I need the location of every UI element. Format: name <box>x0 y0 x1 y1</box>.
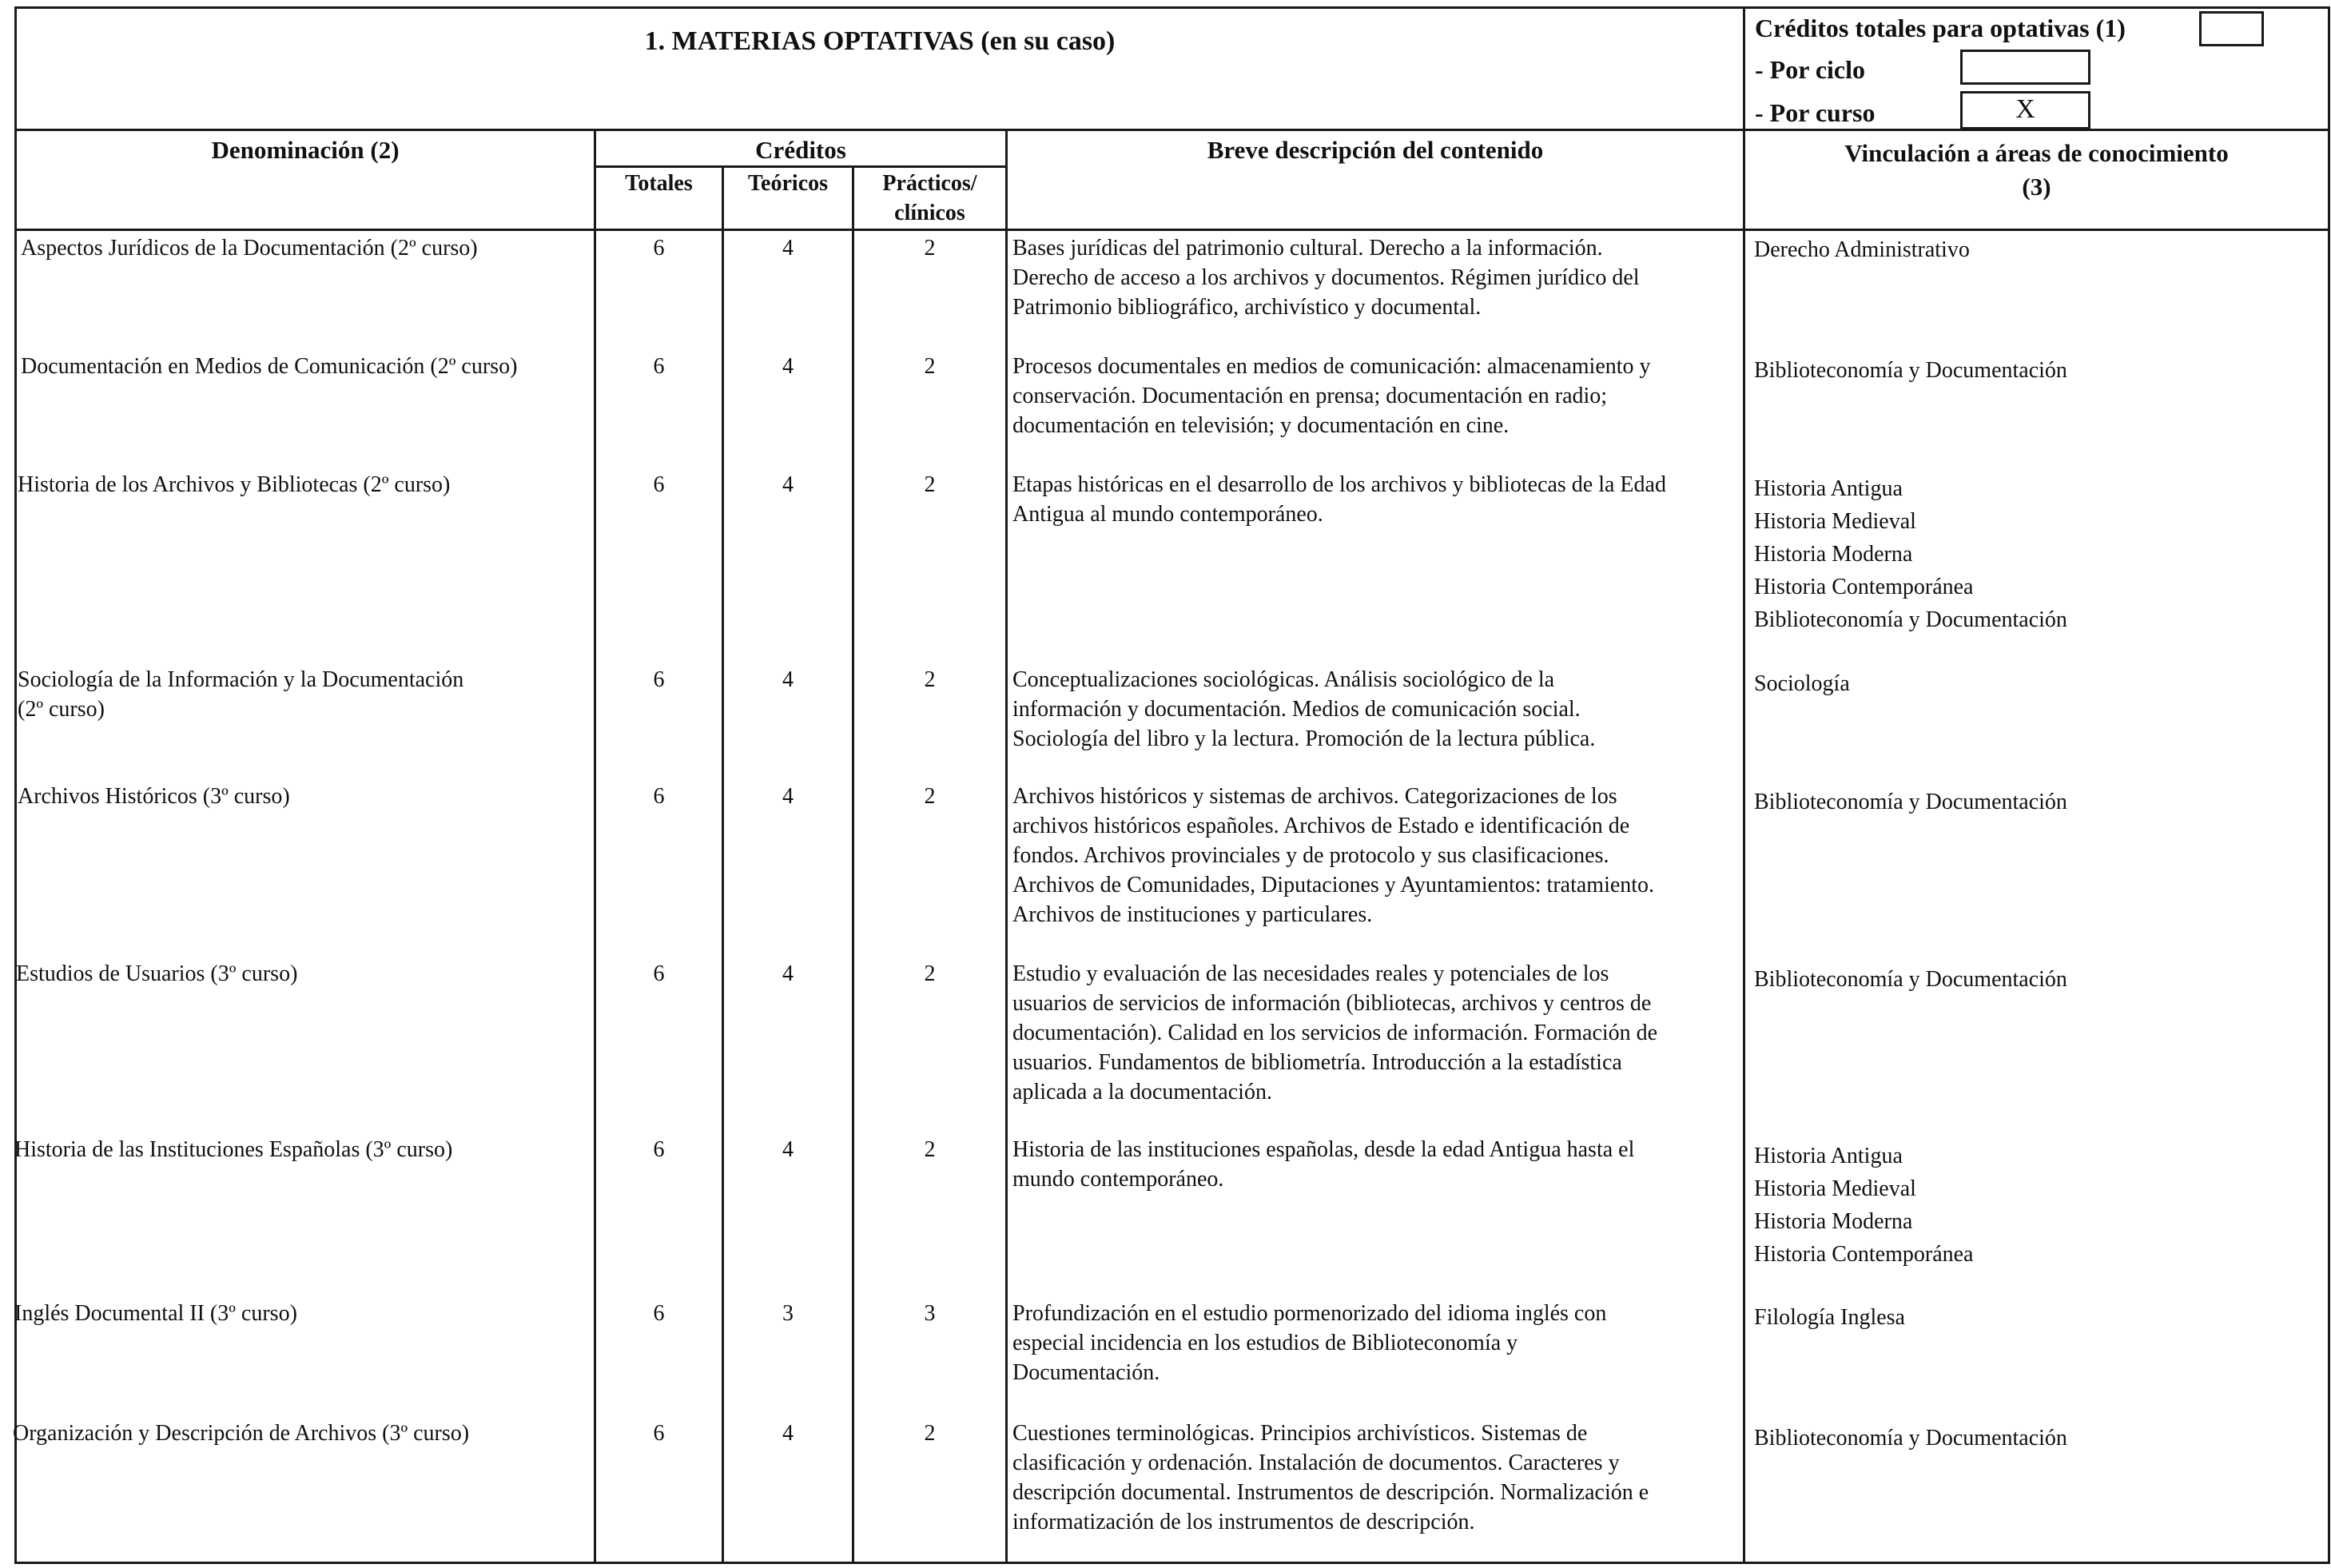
por-curso-label: - Por curso <box>1755 98 1876 127</box>
row-descripcion <box>1012 1419 1740 1537</box>
row-vinculacion <box>1754 786 2321 818</box>
area-item: Biblioteconomía y Documentación <box>1754 967 2067 992</box>
descripcion-line: conservación. Documentación en prensa; documentación en radio; <box>1012 384 1608 408</box>
col-divider-totales <box>594 129 596 1564</box>
row-practicos: 3 <box>924 1301 936 1326</box>
row-vinculacion <box>1754 963 2321 996</box>
descripcion-line: archivos históricos españoles. Archivos de Estado e identificación de <box>1012 814 1630 838</box>
area-item: Historia Moderna <box>1754 542 1913 567</box>
col-header-vinculacion-note: (3) <box>2022 173 2051 201</box>
area-item: Historia Moderna <box>1754 1209 1913 1234</box>
row-totales: 6 <box>653 236 665 261</box>
border-left <box>14 6 17 1564</box>
descripcion-line: Derecho de acceso a los archivos y documentos. Régimen jurídico del <box>1012 265 1640 290</box>
descripcion-line: usuarios. Fundamentos de bibliometría. Introducción a la estadística <box>1012 1050 1622 1075</box>
row-totales: 6 <box>653 961 665 986</box>
row-totales: 6 <box>653 1421 665 1446</box>
row-practicos: 2 <box>924 236 936 261</box>
row-vinculacion <box>1754 354 2321 387</box>
area-item: Historia Medieval <box>1754 509 1916 534</box>
descripcion-line: Etapas históricas en el desarrollo de los archivos y bibliotecas de la Edad <box>1012 472 1666 497</box>
descripcion-line: Archivos de Comunidades, Diputaciones y Ayuntamientos: tratamiento. <box>1012 873 1655 897</box>
row-vinculacion <box>1754 1422 2321 1455</box>
area-item: Historia Contemporánea <box>1754 575 1974 599</box>
descripcion-line: Procesos documentales en medios de comunicación: almacenamiento y <box>1012 354 1651 379</box>
row-denominacion: Estudios de Usuarios (3º curso) <box>16 961 298 986</box>
row-teoricos: 4 <box>782 354 794 379</box>
col-header-vinculacion: Vinculación a áreas de conocimiento <box>1844 139 2229 167</box>
descripcion-line: Conceptualizaciones sociológicas. Análisis sociológico de la <box>1012 667 1555 692</box>
descripcion-line: Archivos históricos y sistemas de archivos. Categorizaciones de los <box>1012 784 1617 809</box>
area-item: Biblioteconomía y Documentación <box>1754 790 2067 814</box>
col-divider-descripcion <box>1005 129 1008 1564</box>
row-practicos: 2 <box>924 1137 936 1162</box>
descripcion-line: Bases jurídicas del patrimonio cultural. Derecho a la información. <box>1012 236 1603 261</box>
row-denominacion: Aspectos Jurídicos de la Documentación (2º curso) <box>21 236 478 261</box>
border-top <box>14 6 2330 9</box>
row-vinculacion <box>1754 233 2321 266</box>
row-descripcion <box>1012 665 1740 754</box>
row-vinculacion <box>1754 667 2321 700</box>
area-item: Historia Contemporánea <box>1754 1242 1974 1267</box>
col-header-clinicos: clínicos <box>894 201 965 225</box>
descripcion-line: Antigua al mundo contemporáneo. <box>1012 502 1323 527</box>
por-ciclo-box[interactable] <box>1960 50 2090 85</box>
descripcion-line: Patrimonio bibliográfico, archivístico y documental. <box>1012 295 1482 320</box>
row-teoricos: 4 <box>782 961 794 986</box>
row-practicos: 2 <box>924 472 936 497</box>
row-totales: 6 <box>653 472 665 497</box>
descripcion-line: Profundización en el estudio pormenorizado del idioma inglés con <box>1012 1301 1607 1326</box>
row-denominacion: Historia de los Archivos y Bibliotecas (2º curso) <box>18 472 451 497</box>
row-practicos: 2 <box>924 354 936 379</box>
row-totales: 6 <box>653 1137 665 1162</box>
row-vinculacion <box>1754 1301 2321 1334</box>
row-practicos: 2 <box>924 1421 936 1446</box>
descripcion-line: Cuestiones terminológicas. Principios archivísticos. Sistemas de <box>1012 1421 1588 1446</box>
descripcion-line: documentación en televisión; y documentación en cine. <box>1012 413 1510 438</box>
descripcion-line: Archivos de instituciones y particulares. <box>1012 902 1373 927</box>
row-descripcion <box>1012 782 1740 929</box>
row-totales: 6 <box>653 667 665 692</box>
descripcion-line: fondos. Archivos provinciales y de protocolo y sus clasificaciones. <box>1012 843 1609 868</box>
row-descripcion <box>1012 1135 1740 1194</box>
col-header-denominacion: Denominación (2) <box>211 136 400 164</box>
descripcion-line: Documentación. <box>1012 1360 1160 1385</box>
row-practicos: 2 <box>924 667 936 692</box>
row-teoricos: 4 <box>782 1421 794 1446</box>
area-item: Derecho Administrativo <box>1754 237 1970 262</box>
row-denominacion: Sociología de la Información y la Documentación <box>18 667 464 692</box>
row-practicos: 2 <box>924 784 936 809</box>
col-header-totales: Totales <box>625 171 693 196</box>
row-denominacion: Historia de las Instituciones Españolas (3º curso) <box>14 1137 453 1162</box>
col-header-teoricos: Teóricos <box>747 171 829 196</box>
row-teoricos: 4 <box>782 236 794 261</box>
col-header-descripcion: Breve descripción del contenido <box>1207 136 1544 164</box>
border-right <box>2328 6 2330 1564</box>
area-item: Filología Inglesa <box>1754 1305 1905 1330</box>
por-curso-box[interactable]: X <box>1960 91 2090 129</box>
row-teoricos: 4 <box>782 667 794 692</box>
por-ciclo-label: - Por ciclo <box>1755 55 1866 84</box>
row-teoricos: 4 <box>782 784 794 809</box>
row-denominacion: Organización y Descripción de Archivos (3º curso) <box>13 1421 470 1446</box>
col-header-creditos: Créditos <box>755 136 846 164</box>
descripcion-line: usuarios de servicios de información (bibliotecas, archivos y centros de <box>1012 991 1652 1016</box>
page-title: 1. MATERIAS OPTATIVAS (en su caso) <box>644 26 1116 56</box>
col-header-practicos: Prácticos/ <box>882 171 977 196</box>
row-denominacion-cont: (2º curso) <box>18 697 105 722</box>
row-teoricos: 3 <box>782 1301 794 1326</box>
row-denominacion: Inglés Documental II (3º curso) <box>14 1301 297 1326</box>
creditos-totales-label: Créditos totales para optativas (1) <box>1755 14 2126 42</box>
col-divider-vinculacion <box>1743 6 1745 1564</box>
descripcion-line: Historia de las instituciones españolas, desde la edad Antigua hasta el <box>1012 1137 1635 1162</box>
area-item: Biblioteconomía y Documentación <box>1754 1426 2067 1451</box>
area-item: Sociología <box>1754 671 1850 696</box>
descripcion-line: informatización de los instrumentos de descripción. <box>1012 1510 1475 1534</box>
area-item: Historia Antigua <box>1754 476 1903 501</box>
row-totales: 6 <box>653 354 665 379</box>
row-descripcion <box>1012 233 1740 322</box>
row-denominacion: Documentación en Medios de Comunicación (2º curso) <box>21 354 518 379</box>
row-descripcion <box>1012 959 1740 1107</box>
area-item: Biblioteconomía y Documentación <box>1754 358 2067 383</box>
descripcion-line: documentación). Calidad en los servicios de información. Formación de <box>1012 1021 1658 1045</box>
area-item: Historia Antigua <box>1754 1144 1903 1168</box>
row-practicos: 2 <box>924 961 936 986</box>
descripcion-line: información y documentación. Medios de comunicación social. <box>1012 697 1581 722</box>
row-descripcion <box>1012 470 1740 529</box>
row-vinculacion <box>1754 472 2321 636</box>
row-totales: 6 <box>653 1301 665 1326</box>
row-vinculacion <box>1754 1140 2321 1271</box>
row-teoricos: 4 <box>782 472 794 497</box>
row-totales: 6 <box>653 784 665 809</box>
descripcion-line: Estudio y evaluación de las necesidades reales y potenciales de los <box>1012 961 1609 986</box>
row-descripcion <box>1012 1299 1740 1387</box>
row-denominacion: Archivos Históricos (3º curso) <box>18 784 290 809</box>
area-item: Historia Medieval <box>1754 1176 1916 1201</box>
area-item: Biblioteconomía y Documentación <box>1754 607 2067 632</box>
descripcion-line: mundo contemporáneo. <box>1012 1167 1224 1192</box>
descripcion-line: aplicada a la documentación. <box>1012 1080 1272 1104</box>
descripcion-line: especial incidencia en los estudios de Biblioteconomía y <box>1012 1331 1518 1355</box>
descripcion-line: Sociología del libro y la lectura. Promoción de la lectura pública. <box>1012 726 1596 751</box>
row-teoricos: 4 <box>782 1137 794 1162</box>
border-bottom <box>14 1562 2330 1564</box>
column-header-bottom <box>14 229 2330 231</box>
descripcion-line: descripción documental. Instrumentos de descripción. Normalización e <box>1012 1480 1649 1505</box>
row-descripcion <box>1012 352 1740 440</box>
descripcion-line: clasificación y ordenación. Instalación de documentos. Caracteres y <box>1012 1451 1620 1475</box>
creditos-totales-box[interactable] <box>2199 11 2264 46</box>
